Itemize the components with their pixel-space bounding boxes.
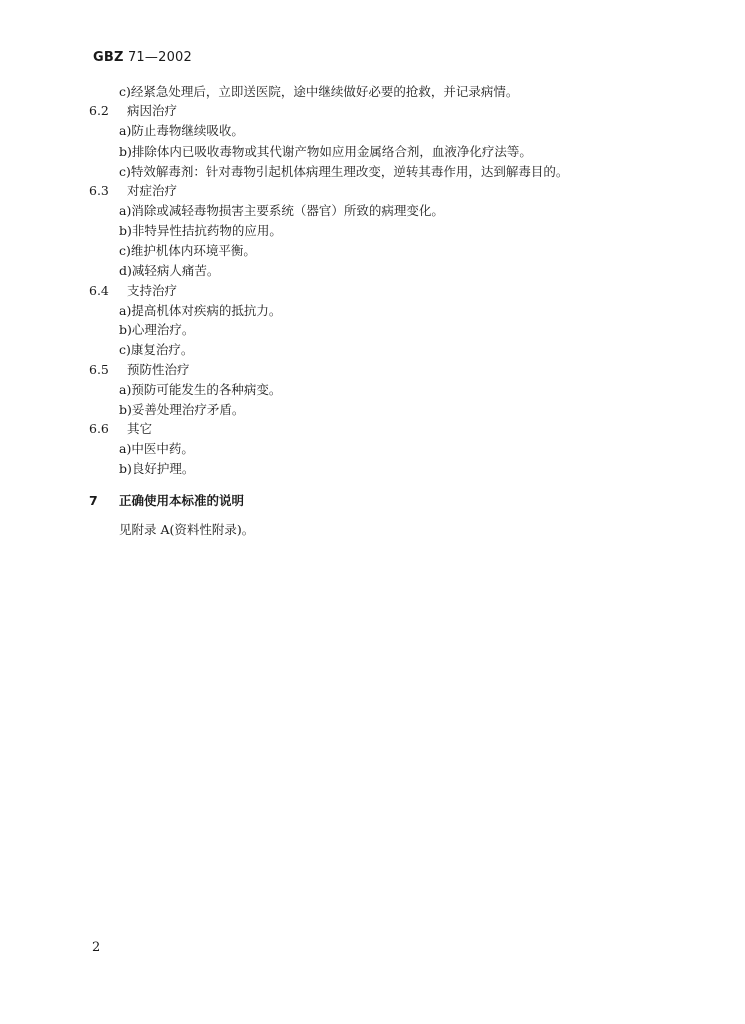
- list-item: b)良好护理。: [119, 461, 195, 476]
- section-number: 6.4: [89, 283, 109, 298]
- section-title: 对症治疗: [127, 183, 178, 198]
- section-number: 6.5: [89, 362, 109, 377]
- section-title: 支持治疗: [127, 283, 178, 298]
- list-item: a)提高机体对疾病的抵抗力。: [119, 303, 282, 318]
- standard-code: GBZ: [93, 50, 124, 65]
- section-heading-6-5: [89, 362, 190, 378]
- list-item: a)预防可能发生的各种病变。: [119, 382, 282, 397]
- section-heading-6-4: [89, 283, 177, 299]
- list-item: b)非特异性拮抗药物的应用。: [119, 223, 282, 238]
- section-heading-7: [89, 491, 244, 509]
- list-item: b)心理治疗。: [119, 322, 195, 337]
- section-title: 预防性治疗: [127, 362, 190, 377]
- list-item: a)消除或减轻毒物损害主要系统（器官）所致的病理变化。: [119, 203, 444, 218]
- list-item: a)防止毒物继续吸收。: [119, 123, 244, 138]
- list-item: c)经紧急处理后，立即送医院，途中继续做好必要的抢救，并记录病情。: [119, 84, 519, 99]
- list-item: b)排除体内已吸收毒物或其代谢产物如应用金属络合剂，血液净化疗法等。: [119, 144, 532, 159]
- list-item: c)维护机体内环境平衡。: [119, 243, 256, 258]
- section-number: 6.3: [89, 183, 109, 198]
- list-item: c)特效解毒剂：针对毒物引起机体病理生理改变，逆转其毒作用，达到解毒目的。: [119, 164, 569, 179]
- section-title: 正确使用本标准的说明: [119, 493, 245, 508]
- section-heading-6-2: [89, 103, 177, 119]
- section-number: 6.2: [89, 103, 109, 118]
- list-item: b)妥善处理治疗矛盾。: [119, 402, 245, 417]
- section-title: 病因治疗: [127, 103, 178, 118]
- section-number: 7: [89, 493, 98, 508]
- page-number: 2: [92, 940, 101, 955]
- section-heading-6-3: [89, 183, 177, 199]
- list-item: c)康复治疗。: [119, 342, 194, 357]
- document-header: [93, 50, 192, 65]
- section-7-body: 见附录 A(资料性附录)。: [119, 522, 255, 537]
- section-title: 其它: [127, 421, 153, 436]
- standard-number: 71—2002: [127, 50, 192, 65]
- section-heading-6-6: [89, 421, 152, 437]
- list-item: d)减轻病人痛苦。: [119, 263, 220, 278]
- list-item: a)中医中药。: [119, 441, 194, 456]
- section-number: 6.6: [89, 421, 109, 436]
